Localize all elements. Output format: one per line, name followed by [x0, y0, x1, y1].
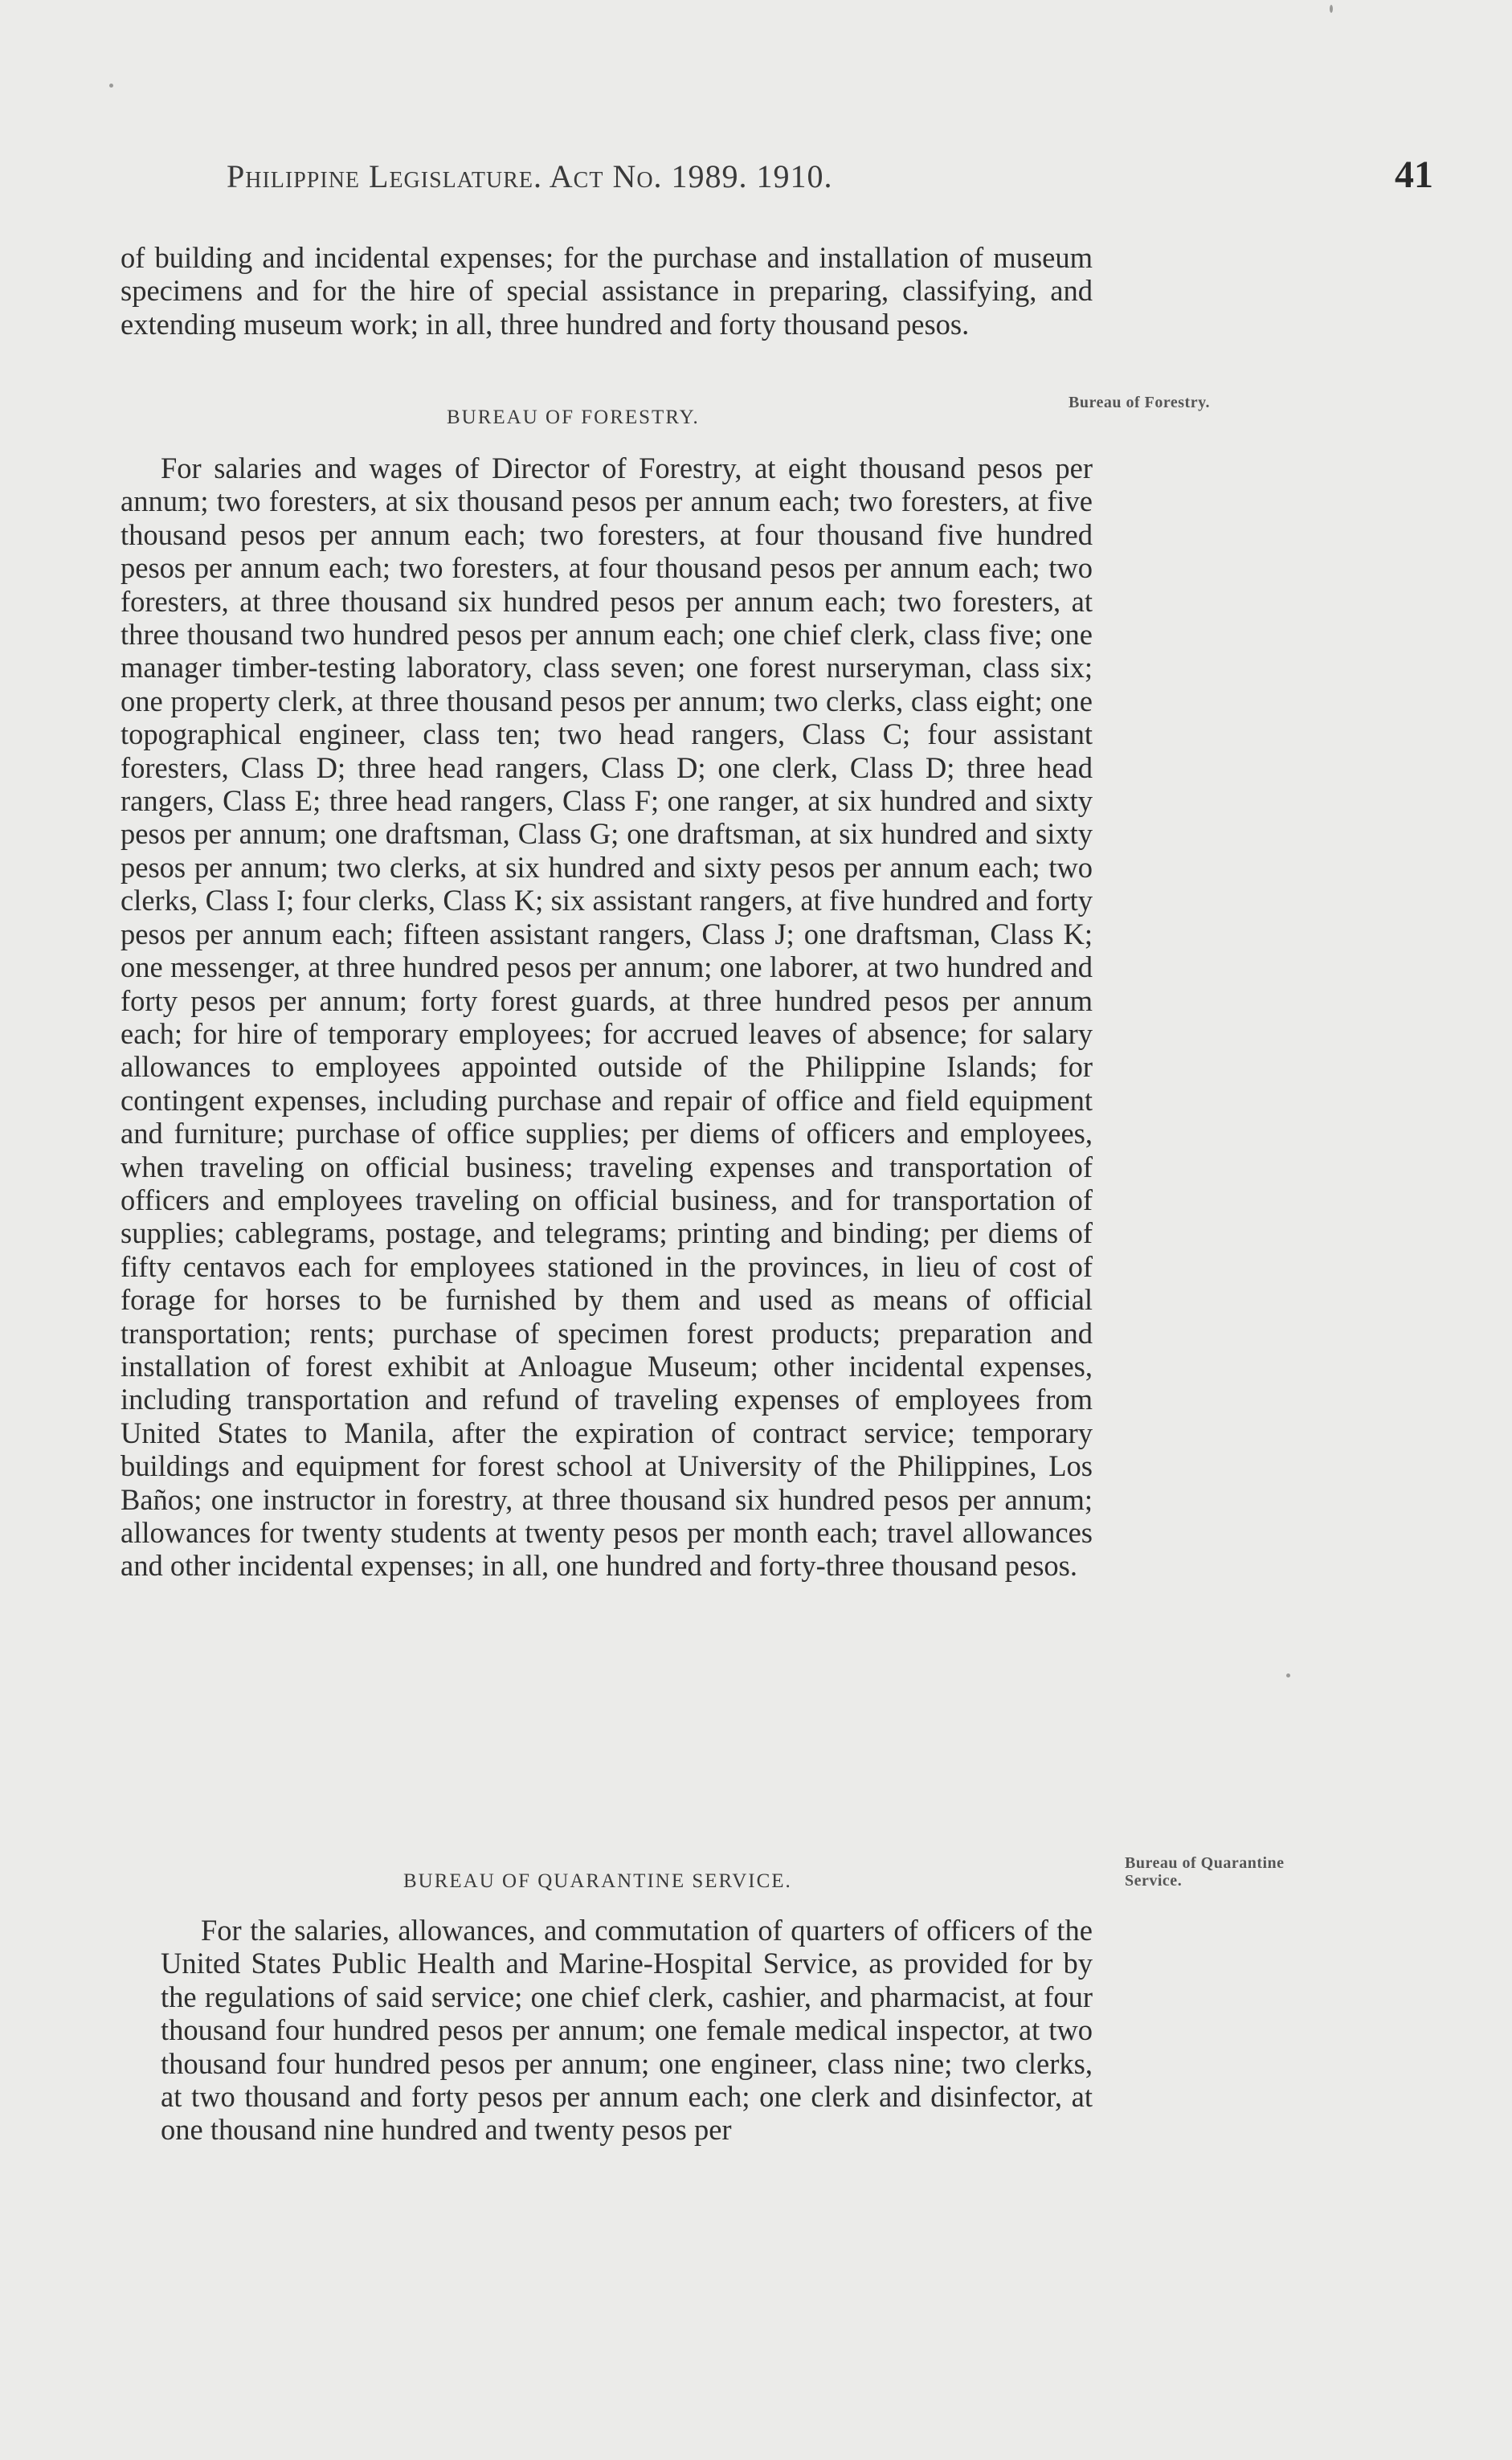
scan-speck — [1286, 1673, 1290, 1677]
forestry-paragraph: For salaries and wages of Director of Forestry, at eight thousand pesos per annum; two foresters, at six thousand pesos per annum each; two foresters, at five thousand pesos per annum each; two foresters, at four thousand five hundred pesos per annum each; two foresters, at four thousand pesos per annum each; two foresters, at three thousand six hundred pesos per annum each; two foresters, at three thousand two hundred pesos per annum each; one chief clerk, class five; one manager timber-testing laboratory, class seven; one forest nurseryman, class six; one property clerk, at three thousand pesos per annum; two clerks, class eight; one topographical engineer, class ten; two head rangers, Class C; four assistant foresters, Class D; three head rangers, Class D; one clerk, Class D; three head rangers, Class E; three head rangers, Class F; one ranger, at six hundred and sixty pesos per annum; one draftsman, Class G; one draftsman, at six hundred and sixty pesos per annum; two clerks, at six hundred and sixty pesos per annum each; two clerks, Class I; four clerks, Class K; six assistant rangers, at five hundred and forty pesos per annum each; fifteen assistant rangers, Class J; one draftsman, Class K; one messenger, at three hundred pesos per annum; one laborer, at two hundred and forty pesos per annum; forty forest guards, at three hundred pesos per annum each; for hire of temporary employees; for accrued leaves of absence; for salary allowances to employees appointed outside of the Philippine Islands; for contingent expenses, including purchase and repair of office and field equipment and furniture; purchase of office supplies; per diems of officers and employees, when traveling on official business; traveling expenses and transportation of officers and employees traveling on official business, and for transportation of supplies; cablegrams, postage, and telegrams; printing and binding; per diems of fifty centavos each for employees stationed in the provinces, in lieu of cost of forage for horses to be furnished by them and used as means of official transportation; rents; purchase of specimen forest products; preparation and installation of forest exhibit at Anloague Museum; other incidental expenses, including transportation and refund of traveling expenses of employees from United States to Manila, after the expiration of contract service; temporary buildings and equipment for forest school at University of the Philippines, Los Baños; one instructor in forestry, at three thousand six hundred pesos per annum; allowances for twenty students at twenty pesos per month each; travel allowances and other incidental expenses; in all, one hundred and forty-three thousand pesos. — [121, 452, 1093, 1583]
quarantine-heading: BUREAU OF QUARANTINE SERVICE. — [403, 1870, 792, 1892]
continuation-block — [121, 241, 1093, 341]
quarantine-margin-note: Bureau of Quarantine Service. — [1125, 1854, 1285, 1890]
quarantine-paragraph: For the salaries, allowances, and commutation of quarters of officers of the United States Public Health and Marine-Hospital Service, as provided for by the regulations of said service; one chief clerk, cashier, and pharmacist, at four thousand four hundred pesos per annum; one female medical inspector, at two thousand four hundred pesos per annum; one engineer, class nine; two clerks, at two thousand and forty pesos per annum each; one clerk and disinfector, at one thousand nine hundred and twenty pesos per — [161, 1914, 1093, 2147]
forestry-block — [121, 452, 1093, 1583]
scan-speck — [1330, 5, 1333, 13]
scan-speck — [109, 84, 113, 88]
forestry-margin-note: Bureau of Forestry. — [1069, 394, 1210, 411]
continuation-paragraph: of building and incidental expenses; for the purchase and installation of museum specimens and for the hire of special assistance in preparing, classifying, and extending museum work; in all, three hundred and forty thousand pesos. — [121, 241, 1093, 341]
page-number: 41 — [1395, 153, 1433, 196]
forestry-heading: BUREAU OF FORESTRY. — [447, 407, 700, 428]
quarantine-block — [161, 1914, 1093, 2147]
running-head: Philippine Legislature. Act No. 1989. 1910. — [227, 158, 833, 194]
